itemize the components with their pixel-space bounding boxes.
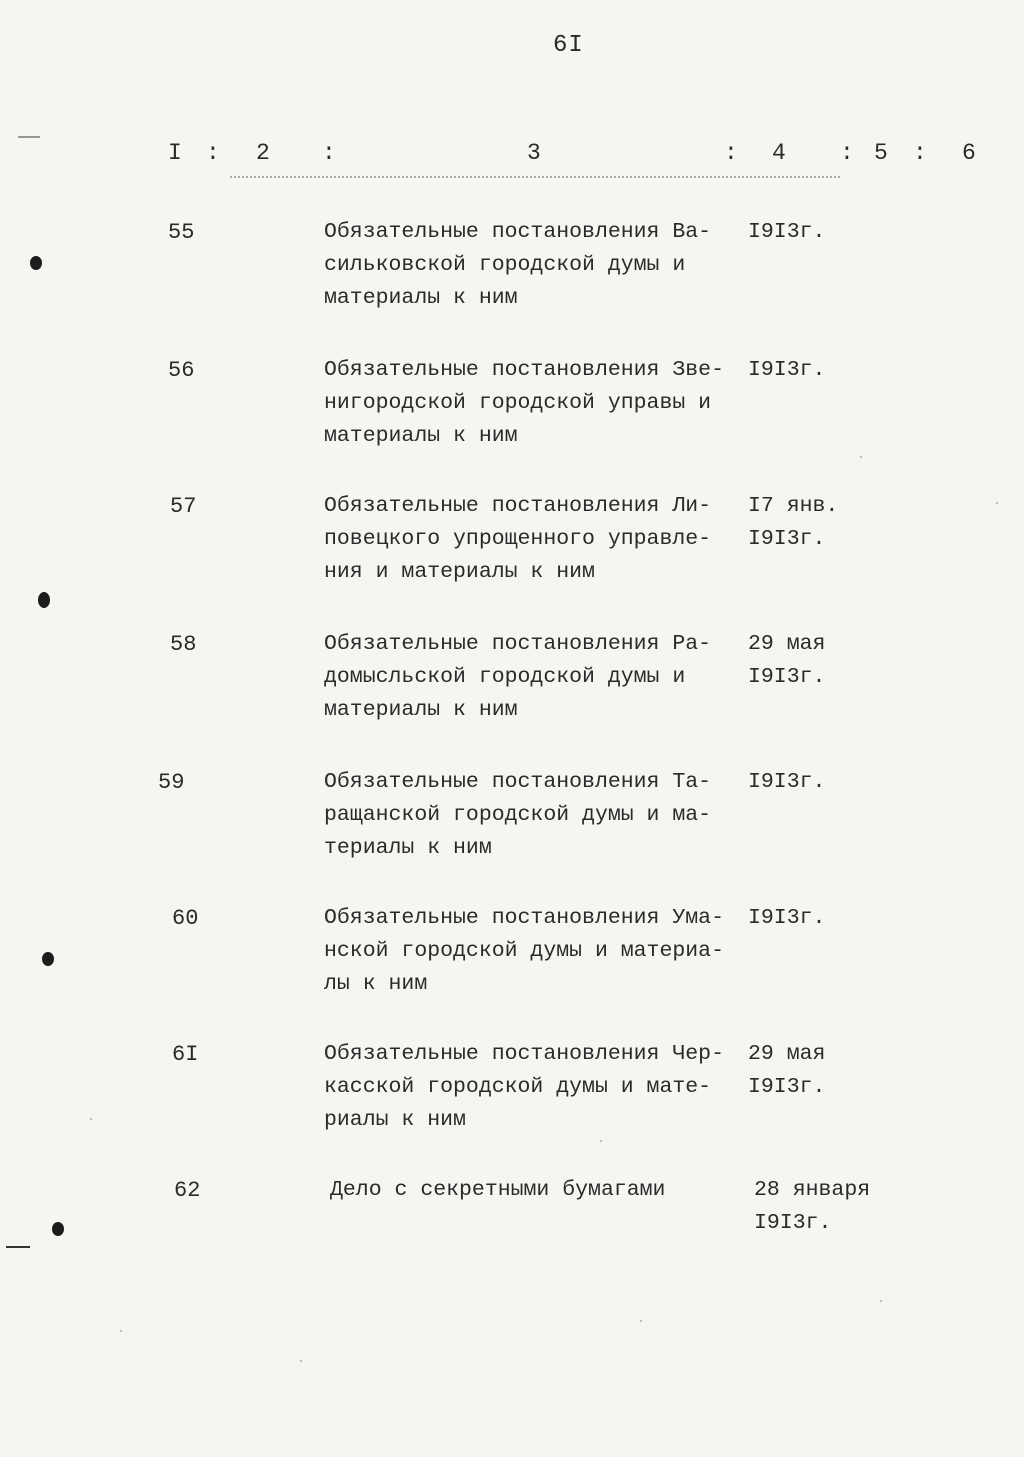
title-line: Дело с секретными бумагами [330,1178,666,1202]
entry-number: 55 [168,220,195,245]
column-separator: : [322,140,336,166]
dust-speck [600,1140,602,1142]
list-item [0,494,1024,614]
list-item [0,906,1024,1026]
hole-punch-mark [42,952,54,966]
date-line: I9I3г. [748,770,826,794]
title-line: нигородской городской управы и [324,391,712,415]
title-line: материалы к ним [324,424,518,448]
title-line: касской городской думы и мате- [324,1075,712,1099]
column-header-3: 3 [527,140,541,166]
column-header-1: I [168,140,182,166]
entry-date [748,902,908,935]
date-line: 28 января [754,1178,871,1202]
list-item [0,632,1024,752]
date-line: 29 мая [748,1042,826,1066]
entry-number: 57 [170,494,197,519]
title-line: риалы к ним [324,1108,466,1132]
entry-date [754,1174,914,1240]
title-line: Обязательные постановления Ра- [324,632,712,656]
entry-date [748,354,908,387]
dust-speck [880,1300,882,1302]
page-number: 6I [553,32,584,59]
column-separator: : [840,140,854,166]
date-line: I7 янв. [748,494,839,518]
entry-date [748,1038,908,1104]
date-line: I9I3г. [748,527,826,551]
title-line: Обязательные постановления Ли- [324,494,712,518]
title-line: Обязательные постановления Ва- [324,220,712,244]
dust-speck [120,1330,122,1332]
title-line: материалы к ним [324,698,518,722]
title-line: ращанской городской думы и ма- [324,803,712,827]
entry-date [748,628,908,694]
column-header-2: 2 [256,140,270,166]
date-line: I9I3г. [748,358,826,382]
list-item [0,1042,1024,1162]
title-line: Обязательные постановления Ума- [324,906,724,930]
hole-punch-mark [30,256,42,270]
entry-number: 56 [168,358,195,383]
title-line: териалы к ним [324,836,492,860]
title-line: Обязательные постановления Та- [324,770,712,794]
dust-speck [640,1320,642,1322]
title-line: ния и материалы к ним [324,560,595,584]
date-line: I9I3г. [754,1211,832,1235]
column-header-6: 6 [962,140,976,166]
entry-title [324,1038,734,1137]
list-item [0,770,1024,890]
entry-title [324,902,734,1001]
list-item [0,220,1024,340]
date-line: I9I3г. [748,220,826,244]
entry-date [748,766,908,799]
title-line: Обязательные постановления Чер- [324,1042,724,1066]
date-line: I9I3г. [748,665,826,689]
column-separator: : [206,140,220,166]
scan-mark [6,1246,30,1248]
scan-mark [18,136,40,138]
column-separator: : [913,140,927,166]
dust-speck [860,456,862,458]
title-line: Обязательные постановления Зве- [324,358,724,382]
dust-speck [90,1118,92,1120]
title-line: нской городской думы и материа- [324,939,724,963]
entry-title [330,1174,740,1207]
hole-punch-mark [38,592,50,608]
dust-speck [300,1360,302,1362]
entry-number: 62 [174,1178,201,1203]
entry-date [748,490,908,556]
column-header-5: 5 [874,140,888,166]
column-separator: : [724,140,738,166]
entry-title [324,490,734,589]
title-line: домысльской городской думы и [324,665,686,689]
date-line: I9I3г. [748,906,826,930]
list-item [0,1178,1024,1298]
header-rule [230,176,840,178]
entry-title [324,216,734,315]
entry-date [748,216,908,249]
title-line: лы к ним [324,972,428,996]
column-header-4: 4 [772,140,786,166]
entry-title [324,354,734,453]
entry-title [324,628,734,727]
date-line: 29 мая [748,632,826,656]
dust-speck [996,502,998,504]
title-line: повецкого упрощенного управле- [324,527,712,551]
entry-number: 6I [172,1042,199,1067]
entry-number: 58 [170,632,197,657]
hole-punch-mark [52,1222,64,1236]
entry-number: 59 [158,770,185,795]
entry-title [324,766,734,865]
list-item [0,358,1024,478]
title-line: материалы к ним [324,286,518,310]
entry-number: 60 [172,906,199,931]
title-line: сильковской городской думы и [324,253,686,277]
date-line: I9I3г. [748,1075,826,1099]
